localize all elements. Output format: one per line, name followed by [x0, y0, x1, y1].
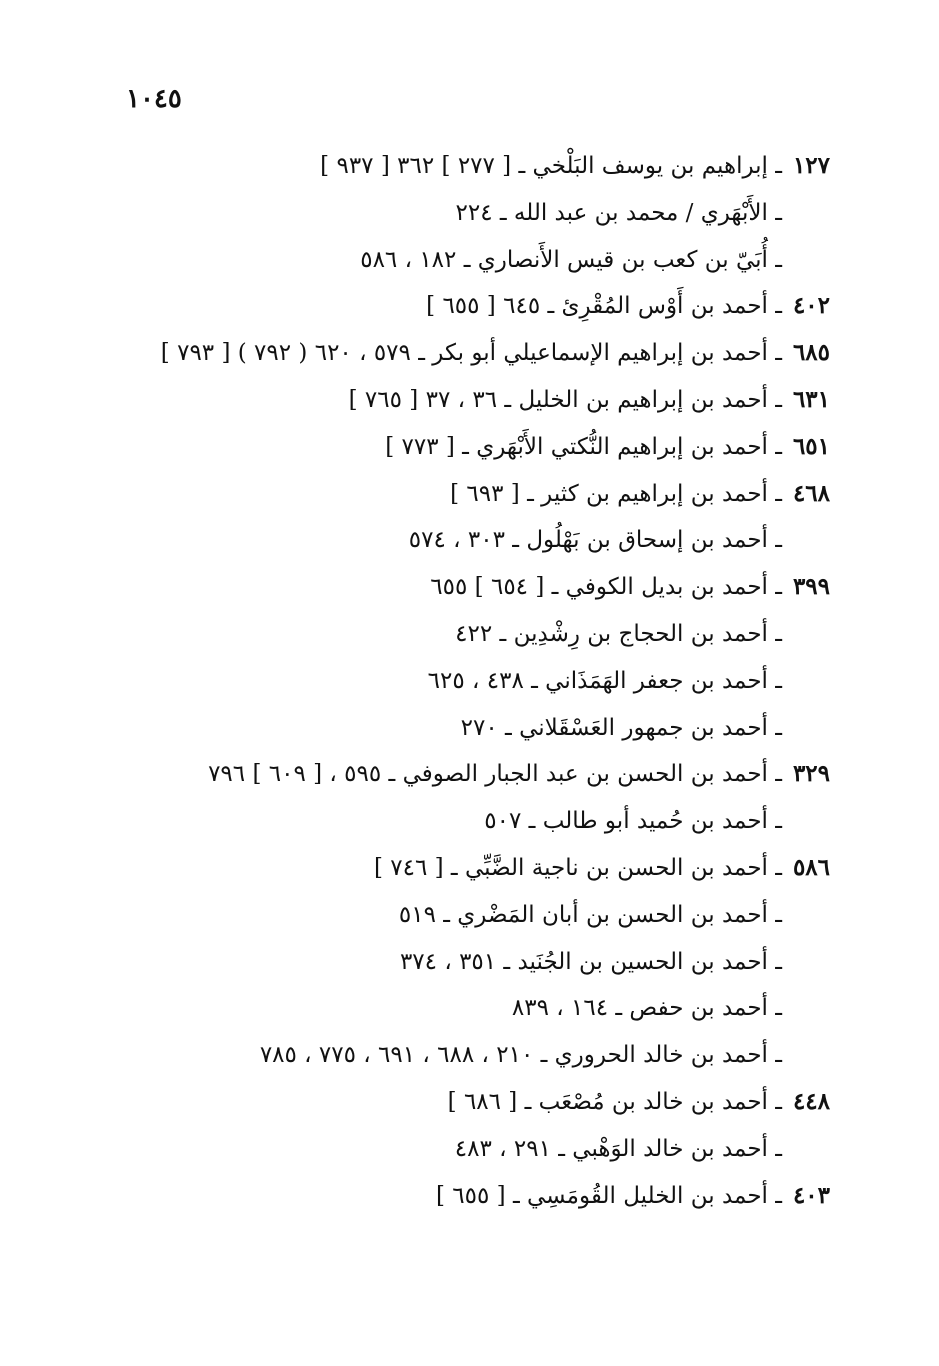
entry-number-label: ٦٣١: [792, 385, 830, 413]
index-entry: [150, 237, 830, 284]
index-entries: [150, 143, 830, 1219]
entry-text: ـ أحمد بن إسحاق بن بَهْلُول ـ ٣٠٣ ، ٥٧٤: [408, 527, 782, 554]
entry-text: ـ إبراهيم بن يوسف البَلْخي ـ [ ٢٧٧ ] ٣٦٢ [ ٩٣٧ ]: [320, 153, 782, 179]
entry-number-label: ٤٠٣: [792, 1181, 830, 1209]
entry-text: ـ أحمد بن الحسن بن ناجية الضَّبِّي ـ [ ٧٤٦ ]: [373, 854, 782, 881]
index-entry: [150, 1173, 830, 1220]
index-entry: [150, 190, 830, 237]
entry-number-label: ٤٠٢: [792, 292, 830, 320]
entry-text: ـ أحمد بن إبراهيم النُّكتي الأَبْهَري ـ [ ٧٧٣ ]: [385, 433, 782, 460]
entry-number-label: ٣٩٩: [792, 573, 830, 601]
entry-number-label: ٥٨٦: [792, 853, 830, 881]
entry-text: ـ أحمد بن إبراهيم بن كثير ـ [ ٦٩٣ ]: [450, 480, 782, 507]
entry-text: ـ أحمد بن خالد بن مُصْعَب ـ [ ٦٨٦ ]: [447, 1088, 782, 1115]
entry-text: ـ أحمد بن الحسين بن الجُنَيد ـ ٣٥١ ، ٣٧٤: [399, 948, 782, 975]
entry-text: ـ أحمد بن جمهور العَسْقَلاني ـ ٢٧٠: [460, 714, 782, 741]
entry-text: ـ أحمد بن جعفر الهَمَذَاني ـ ٤٣٨ ، ٦٢٥: [427, 667, 782, 694]
index-entry: [150, 892, 830, 939]
index-entry: [150, 658, 830, 705]
index-entry: [150, 424, 830, 471]
page-number: ١٠٤٥: [126, 84, 182, 114]
entry-number-label: ١٢٧: [792, 152, 830, 179]
entry-number-label: ٦٥١: [792, 432, 830, 460]
index-entry: [150, 705, 830, 752]
entry-text: ـ أحمد بن الحجاج بن رِشْدِين ـ ٤٢٢: [455, 620, 782, 647]
entry-number-label: ٤٦٨: [792, 479, 830, 507]
entry-number-label: ٣٢٩: [792, 760, 830, 788]
entry-text: ـ أحمد بن حفص ـ ١٦٤ ، ٨٣٩: [511, 995, 782, 1022]
entry-text: ـ أحمد بن خالد الوَهْبي ـ ٢٩١ ، ٤٨٣: [454, 1135, 782, 1162]
index-entry: [150, 1126, 830, 1173]
entry-text: ـ الأَبْهَري / محمد بن عبد الله ـ ٢٢٤: [455, 199, 782, 226]
entry-text: ـ أحمد بن إبراهيم الإسماعيلي أبو بكر ـ ٥٧٩ ، ٦٢٠ ( ٧٩٢ ) [ ٧٩٣ ]: [160, 340, 782, 367]
index-entry: [150, 143, 830, 190]
entry-text: ـ أحمد بن إبراهيم بن الخليل ـ ٣٦ ، ٣٧ [ ٧٦٥ ]: [348, 386, 782, 413]
entry-text: ـ أحمد بن خالد الحروري ـ ٢١٠ ، ٦٨٨ ، ٦٩١ ، ٧٧٥ ، ٧٨٥: [259, 1042, 782, 1069]
index-entry: [150, 377, 830, 424]
entry-text: ـ أحمد بن الحسن بن عبد الجبار الصوفي ـ ٥٩٥ ، [ ٦٠٩ ] ٧٩٦: [208, 761, 782, 788]
entry-text: ـ أحمد بن الحسن بن أبان المَضْري ـ ٥١٩: [398, 901, 782, 928]
index-entry: [150, 939, 830, 986]
index-entry: [150, 611, 830, 658]
index-entry: [150, 985, 830, 1032]
index-entry: [150, 1032, 830, 1079]
entry-text: ـ أحمد بن أَوْس المُقْرِئ ـ ٦٤٥ [ ٦٥٥ ]: [426, 293, 782, 320]
index-entry: [150, 471, 830, 518]
index-entry: [150, 845, 830, 892]
entry-text: ـ أُبَيّ بن كعب بن قيس الأَنصاري ـ ١٨٢ ، ٥٨٦: [360, 246, 782, 273]
entry-number-label: ٤٤٨: [792, 1087, 830, 1115]
index-entry: [150, 1079, 830, 1126]
index-entry: [150, 751, 830, 798]
index-entry: [150, 564, 830, 611]
index-entry: [150, 798, 830, 845]
index-entry: [150, 330, 830, 377]
index-entry: [150, 517, 830, 564]
index-entry: [150, 283, 830, 330]
entry-number-label: ٦٨٥: [792, 339, 830, 367]
entry-text: ـ أحمد بن بديل الكوفي ـ [ ٦٥٤ ] ٦٥٥: [430, 574, 782, 601]
entry-text: ـ أحمد بن الخليل القُومَسِي ـ [ ٦٥٥ ]: [435, 1182, 782, 1209]
entry-text: ـ أحمد بن حُميد أبو طالب ـ ٥٠٧: [484, 808, 782, 835]
